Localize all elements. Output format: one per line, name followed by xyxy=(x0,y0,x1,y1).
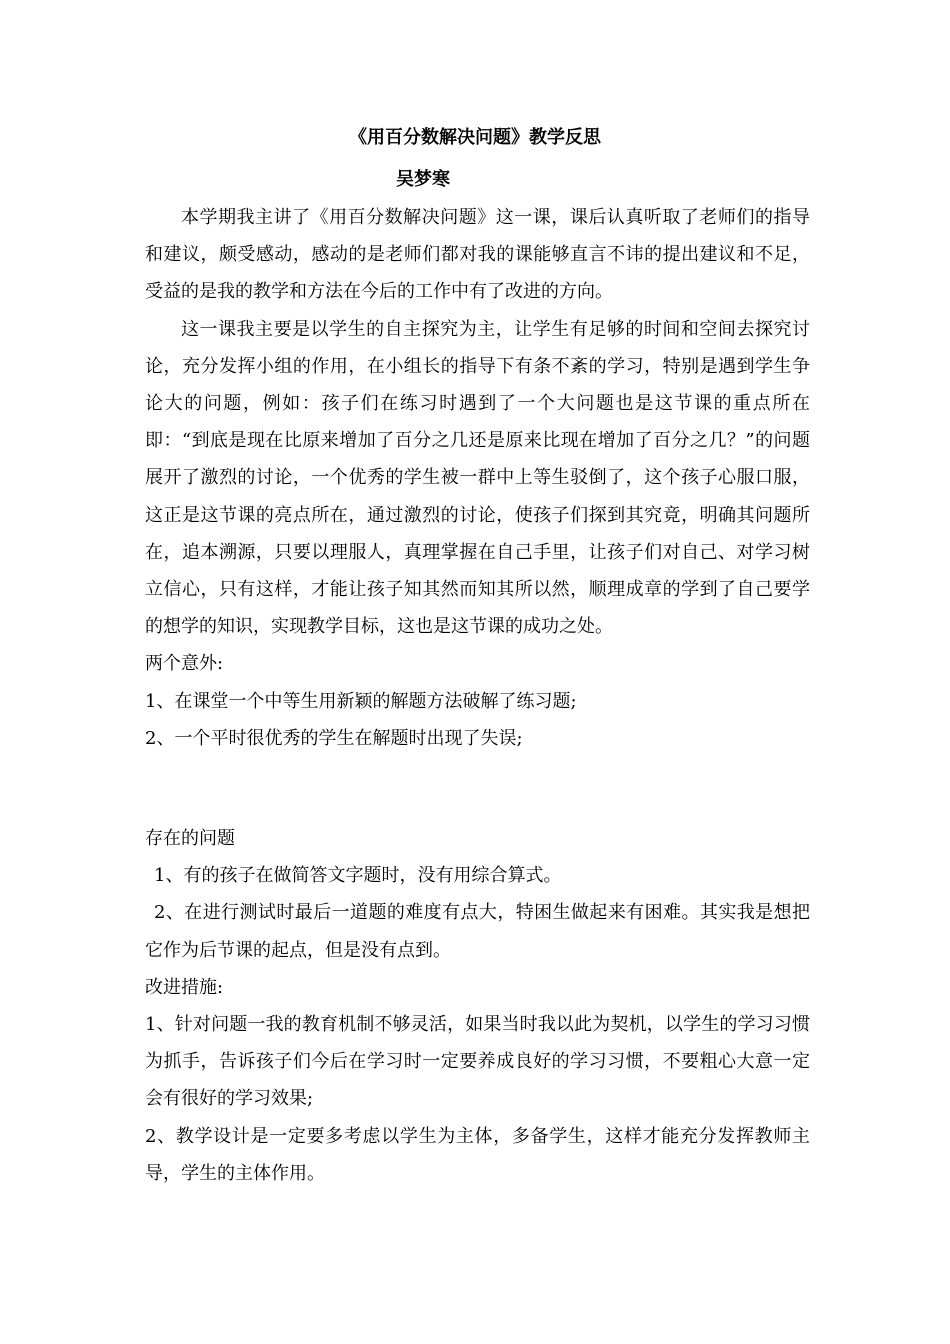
problems-heading: 存在的问题 xyxy=(145,828,235,849)
problem-item-1: 1、有的孩子在做简答文字题时，没有用综合算式。 xyxy=(154,865,562,887)
problem-item-2: 2、在进行测试时最后一道题的难度有点大，特困生做起来有困难。其实我是想把它作为后节课的起点，但是没有点到。 xyxy=(145,902,810,961)
improve-item-1: 1、针对问题一我的教育机制不够灵活，如果当时我以此为契机，以学生的学习习惯为抓手，告诉孩子们今后在学习时一定要养成良好的学习习惯，不要粗心大意一定会有很好的学习效果; xyxy=(145,1014,810,1110)
body-section-problems xyxy=(145,820,810,1192)
surprises-heading: 两个意外: xyxy=(145,653,224,675)
document-title: 《用百分数解决问题》教学反思 xyxy=(349,127,601,148)
surprise-item-2: 2、一个平时很优秀的学生在解题时出现了失误; xyxy=(145,727,523,749)
surprise-item-1: 1、在课堂一个中等生用新颖的解题方法破解了练习题; xyxy=(145,690,577,712)
improve-heading: 改进措施: xyxy=(145,976,224,998)
paragraph-main: 这一课我主要是以学生的自主探究为主，让学生有足够的时间和空间去探究讨论，充分发挥小组的作用，在小组长的指导下有条不紊的学习，特别是遇到学生争论大的问题，例如：孩子们在练习时遇到了一个大问题也是这节课的重点所在即：“到底是现在比原来增加了百分之几还是原来比现在增加了百分之几？”的问题展开了激烈的讨论，一个优秀的学生被一群中上等生驳倒了，这个孩子心服口服，这正是这节课的亮点所在，通过激烈的讨论，使孩子们探到其究竟，明确其问题所在，追本溯源，只要以理服人，真理掌握在自己手里，让孩子们对自己、对学习树立信心，只有这样，才能让孩子知其然而知其所以然，顺理成章的学到了自己要学的想学的知识，实现教学目标，这也是这节课的成功之处。 xyxy=(145,318,810,638)
paragraph-intro: 本学期我主讲了《用百分数解决问题》这一课，课后认真听取了老师们的指导和建议，颇受感动，感动的是老师们都对我的课能够直言不讳的提出建议和不足，受益的是我的教学和方法在今后的工作中有了改进的方向。 xyxy=(145,207,810,303)
author-name: 吴梦寒 xyxy=(396,169,450,190)
body-section-reflection xyxy=(145,199,810,757)
improve-item-2: 2、教学设计是一定要多考虑以学生为主体，多备学生，这样才能充分发挥教师主导，学生的主体作用。 xyxy=(145,1125,810,1184)
